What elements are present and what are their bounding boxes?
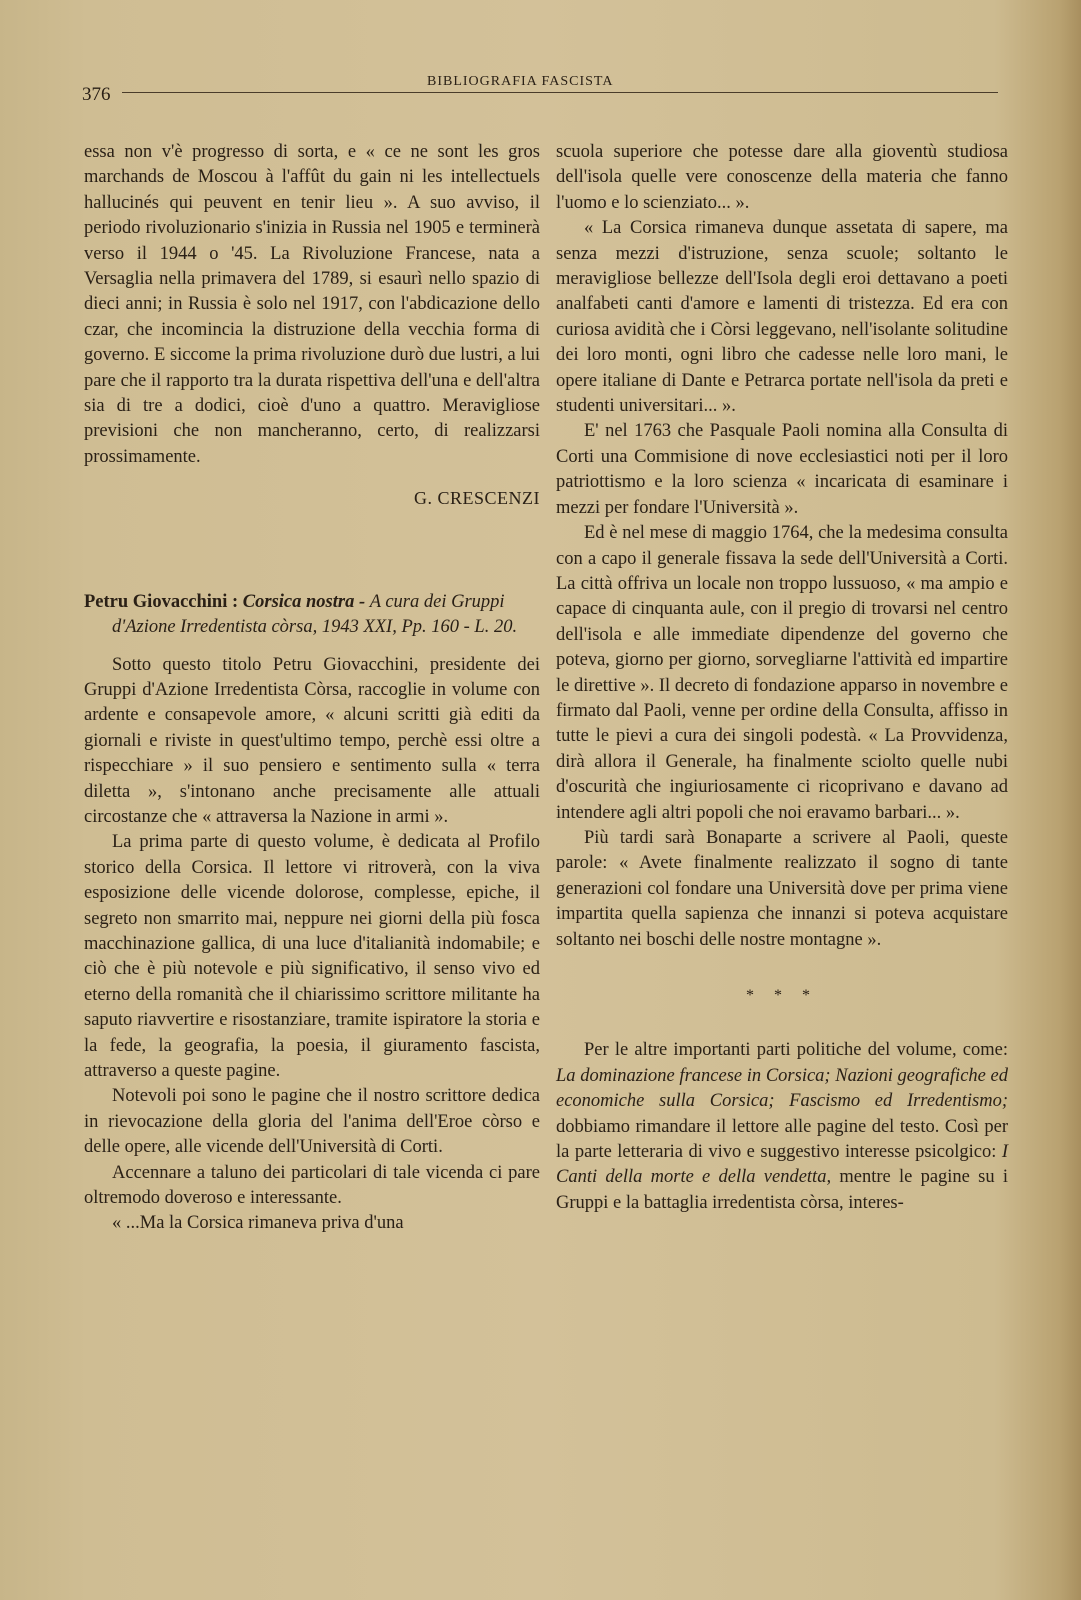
entry-details: A cura dei Gruppi d'Azione Irredentista còrsa, 1943 XXI, Pp. 160 - L. 20. [112,591,518,638]
right-paragraph-4: Ed è nel mese di maggio 1764, che la medesima consulta con a capo il generale fissava la sede dell'Università a Corti. La città offriva un locale non troppo lussuoso, « ma ampio e capace di cinquanta aule, con il pregio di trovarsi nel centro dell'isola e alle immediate dipendenze del governo che poteva, giorno per giorno, sorvegliarne l'attività ed impartire le direttive ». Il decreto di fondazione apparso in novembre e firmato dal Paoli, venne per ordine della Consulta, affisso in tutte le pievi a cura dei singoli podestà. « La Provvidenza, dirà allora il Generale, ha finalmente sciolto quelle nubi d'oscurità che ingiuriosamente ci ricoprivano e davano ad intendere agli altri popoli che noi eravamo barbari... ». [556,523,1008,823]
text-run: dobbiamo rimandare il lettore alle pagine del testo. Così per la parte letteraria di vivo e suggestivo interesse psicolgico: [556,1116,1008,1163]
left-paragraph-4: Notevoli poi sono le pagine che il nostro scrittore dedica in rievocazione della gloria del l'anima dell'Eroe còrso e delle opere, alle vicende dell'Università di Corti. [84,1086,540,1158]
page-header [82,62,998,112]
italic-titles: La dominazione francese in Corsica; Nazioni geografiche ed economiche sulla Corsica; Fascismo ed Irredentismo; [556,1065,1008,1112]
page-number: 376 [82,84,111,105]
left-paragraph-3: La prima parte di questo volume, è dedicata al Profilo storico della Corsica. Il lettore vi ritroverà, con la viva esposizione delle vicende dolorose, complesse, epiche, il segreto non smarrito mai, neppure nei giorni della più fosca macchinazione gallica, di una luce d'italianità indomabile; e ciò che è più notevole e più significativo, il senso vivo ed eterno della romanità che il chiarissimo scrittore militante ha saputo riavvertire e risostanziare, tramite ispiratore la storia e la fede, la geografia, la poesia, il giuramento fascista, attraverso a queste pagine. [84,832,540,1081]
bibliography-entry [84,590,540,641]
entry-title: Corsica nostra - [242,591,366,612]
right-column [556,140,1008,1216]
entry-author: Petru Giovacchini : [84,591,239,612]
right-paragraph-1: scuola superiore che potesse dare alla gioventù studiosa dell'isola quelle vere conoscenze della materia che fanno l'uomo e lo scienziato... ». [556,142,1008,213]
right-paragraph-5: Più tardi sarà Bonaparte a scrivere al Paoli, queste parole: « Avete finalmente realizzato il sogno di tante generazioni col fondare una Università dove per prima viene impartita quella sapienza che innanzi si poteva acquistare soltanto nei boschi delle nostre montagne ». [556,827,1008,950]
left-paragraph-2: Sotto questo titolo Petru Giovacchini, presidente dei Gruppi d'Azione Irredentista Còrsa, raccoglie in volume con ardente e consapevole amore, « alcuni scritti già editi da giornali e riviste in quest'ultimo tempo, perchè essi oltre a rispecchiare » il suo pensiero e sentimento sulla « terra diletta », s'intonano anche precisamente alle attuali circostanze che « attraversa la Nazione in armi ». [84,654,540,827]
right-paragraph-3: E' nel 1763 che Pasquale Paoli nomina alla Consulta di Corti una Commisione di nove ecclesiastici noti per il loro patriottismo e la loro scienza « incaricata di esaminare i mezzi per fondare l'Università ». [556,421,1008,518]
signature: G. CRESCENZI [413,488,540,509]
running-title: BIBLIOGRAFIA FASCISTA [427,74,614,89]
section-separator: * * * [746,987,818,1004]
left-paragraph-1: essa non v'è progresso di sorta, e « ce ne sont les gros marchands de Moscou à l'affût du gain ni les intellectuels hallucinés qui peuvent en tenir lieu ». A suo avviso, il periodo rivoluzionario s'inizia in Russia nel 1905 e terminerà verso il 1944 o '45. La Rivoluzione Francese, nata a Versaglia nella primavera del 1789, si esaurì nello spazio di dieci anni; in Russia è solo nel 1917, con l'abdicazione dello czar, che incomincia la distruzione della vecchia forma di governo. E siccome la prima rivoluzione durò due lustri, a lui pare che il rapporto tra la durata rispettiva dell'una e dell'altra sia di tre a dodici, cioè d'uno a quattro. Meravigliose previsioni che non mancheranno, certo, di realizzarsi prossimamente. [84,142,540,467]
section-gap [84,512,540,590]
left-column [84,140,540,1237]
right-paragraph-2: « La Corsica rimaneva dunque assetata di sapere, ma senza mezzi d'istruzione, senza scuole; soltanto le meravigliose bellezze dell'Isola degli eroi dettavano a poeti analfabeti canti d'amore e lamenti di tristezza. Ed era con curiosa avidità che i Còrsi leggevano, nell'isolante solitudine dei loro monti, ogni libro che cadesse nelle loro mani, le opere italiane di Dante e Petrarca portate nell'isola da preti e studenti universitari... ». [556,218,1008,417]
header-rule [122,92,998,93]
italic-title: I Canti della morte e della vendetta, [556,1142,1008,1188]
text-run: mentre le pagine su i Gruppi e la battaglia irredentista còrsa, interes- [556,1167,1008,1213]
right-paragraph-6 [556,1038,1008,1216]
left-paragraph-5: Accennare a taluno dei particolari di tale vicenda ci pare oltremodo doveroso e interessante. [84,1162,540,1209]
left-paragraph-6: « ...Ma la Corsica rimaneva priva d'una [112,1213,404,1234]
text-run: Per le altre importanti parti politiche del volume, come: [584,1040,1008,1061]
